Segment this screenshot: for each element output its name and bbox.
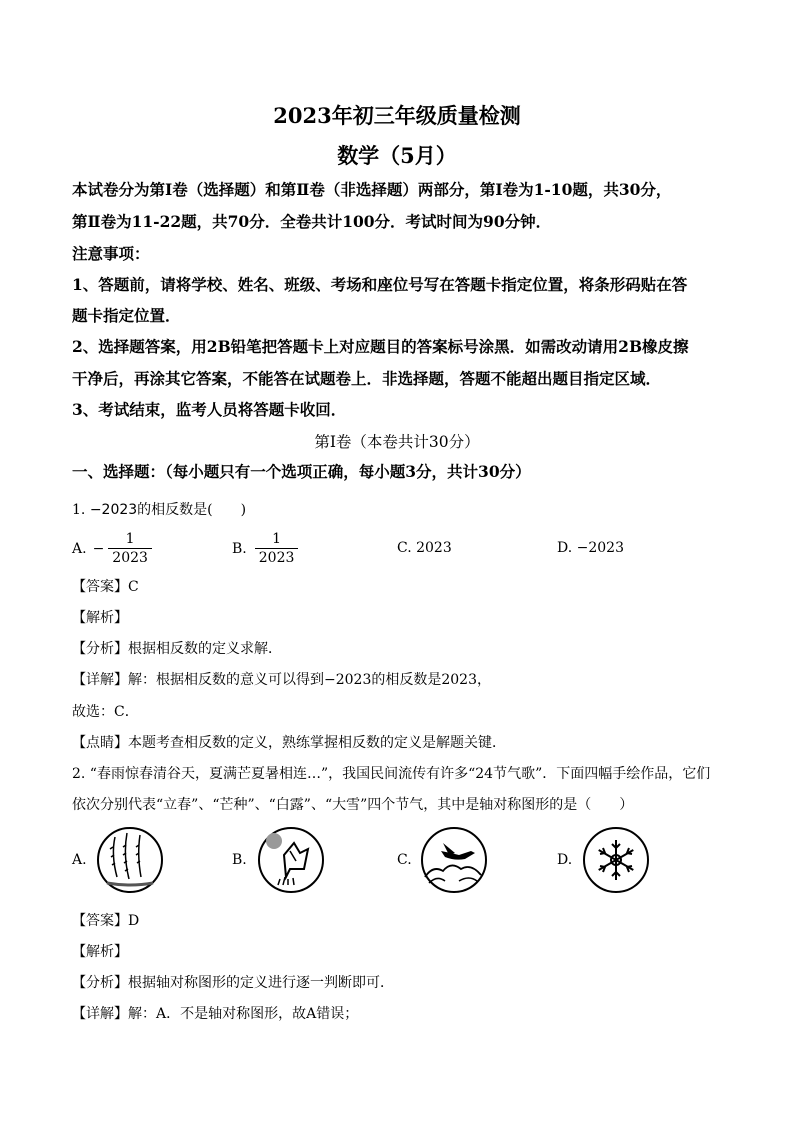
q2-answer-value: D bbox=[128, 913, 140, 929]
q2-stem-line-1: 2. “春雨惊春清谷天，夏满芒夏暑相连…”，我国民间流传有许多“24节气歌”．下面四幅手绘作品，它们 bbox=[72, 766, 711, 782]
page-subtitle: 数学（5月） bbox=[337, 143, 457, 168]
q1-option-b-label: B. bbox=[232, 540, 247, 557]
q1-option-b-numerator: 1 bbox=[272, 531, 282, 547]
q2-answer-tag: 【答案】 bbox=[72, 913, 128, 929]
q1-option-a-denominator: 2023 bbox=[108, 548, 152, 567]
q2-option-d-snowflake-image bbox=[581, 825, 651, 895]
q1-option-c: C. 2023 bbox=[397, 540, 452, 556]
q1-option-b bbox=[232, 530, 298, 567]
q1-answer bbox=[72, 576, 139, 598]
q1-stem-value: −2023 bbox=[89, 502, 138, 518]
q1-dianjing-text: 本题考查相反数的定义，熟练掌握相反数的定义是解题关键． bbox=[128, 735, 506, 751]
q2-option-b-label: B. bbox=[232, 852, 247, 868]
q1-analysis-tag: 【解析】 bbox=[72, 610, 128, 626]
notice-item-2b: 干净后，再涂其它答案，不能答在试题卷上．非选择题，答题不能超出题目指定区域． bbox=[72, 369, 662, 388]
section1-heading: 一、选择题：（每小题只有一个选项正确，每小题3分，共计30分） bbox=[72, 462, 531, 481]
q1-option-a bbox=[72, 530, 152, 567]
q1-stem bbox=[72, 499, 246, 521]
q2-option-a-willow-image bbox=[95, 825, 165, 895]
q1-answer-value: C bbox=[128, 579, 139, 595]
q1-fenxi-text: 根据相反数的定义求解． bbox=[128, 641, 282, 657]
q2-option-a-label: A. bbox=[72, 852, 87, 868]
part1-heading: 第Ⅰ卷（本卷共计30分） bbox=[314, 433, 480, 451]
q2-option-c-bird-image bbox=[419, 825, 489, 895]
q1-answer-tag: 【答案】 bbox=[72, 579, 128, 595]
page-title: 2023年初三年级质量检测 bbox=[273, 103, 521, 128]
q1-option-d: D. −2023 bbox=[557, 540, 624, 556]
q1-fenxi bbox=[72, 638, 282, 660]
q1-option-a-fraction bbox=[108, 530, 152, 567]
bird-icon bbox=[419, 825, 489, 895]
q2-fenxi-text: 根据轴对称图形的定义进行逐一判断即可． bbox=[128, 975, 394, 991]
q1-number: 1. bbox=[72, 502, 86, 518]
q2-fenxi bbox=[72, 972, 394, 994]
q1-option-a-label: A. bbox=[72, 540, 87, 557]
q1-option-a-numerator: 1 bbox=[125, 531, 135, 547]
grain-field-icon bbox=[256, 825, 326, 895]
notice-item-1a: 1、答题前，请将学校、姓名、班级、考场和座位号写在答题卡指定位置，将条形码贴在答 bbox=[72, 275, 688, 294]
q1-stem-text: 的相反数是( ) bbox=[137, 502, 247, 518]
q1-xiangjie-text: 解：根据相反数的意义可以得到−2023的相反数是2023， bbox=[128, 672, 491, 688]
q1-dianjing-tag: 【点睛】 bbox=[72, 735, 128, 751]
intro-line-2: 第Ⅱ卷为11-22题，共70分．全卷共计100分．考试时间为90分钟． bbox=[72, 212, 552, 231]
notice-heading: 注意事项： bbox=[72, 244, 150, 263]
q1-fenxi-tag: 【分析】 bbox=[72, 641, 128, 657]
q1-dianjing bbox=[72, 732, 506, 754]
q1-option-a-sign: − bbox=[92, 540, 105, 557]
q2-answer bbox=[72, 910, 139, 932]
intro-line-1: 本试卷分为第Ⅰ卷（选择题）和第Ⅱ卷（非选择题）两部分，第Ⅰ卷为1-10题，共30分， bbox=[72, 180, 672, 199]
q2-stem-line-2: 依次分别代表“立春”、“芒种”、“白露”、“大雪”四个节气，其中是轴对称图形的是（ ） bbox=[72, 797, 634, 813]
willow-icon bbox=[95, 825, 165, 895]
q2-option-b-grain-image bbox=[256, 825, 326, 895]
q2-xiangjie bbox=[72, 1003, 358, 1025]
q1-xiangjie bbox=[72, 669, 491, 691]
q2-option-d-label: D. bbox=[557, 852, 573, 868]
q1-option-b-denominator: 2023 bbox=[255, 548, 299, 567]
q1-option-b-fraction bbox=[255, 530, 299, 567]
q2-xiangjie-text: 解：A．不是轴对称图形，故A错误； bbox=[128, 1006, 359, 1022]
q1-guxuan: 故选：C． bbox=[72, 704, 139, 720]
q2-analysis-tag: 【解析】 bbox=[72, 944, 128, 960]
notice-item-1b: 题卡指定位置． bbox=[72, 306, 181, 325]
q1-xiangjie-tag: 【详解】 bbox=[72, 672, 128, 688]
notice-item-2a: 2、选择题答案，用2B铅笔把答题卡上对应题目的答案标号涂黑．如需改动请用2B橡皮擦 bbox=[72, 337, 689, 356]
q2-fenxi-tag: 【分析】 bbox=[72, 975, 128, 991]
q2-xiangjie-tag: 【详解】 bbox=[72, 1006, 128, 1022]
notice-item-3: 3、考试结束，监考人员将答题卡收回． bbox=[72, 400, 347, 419]
q2-option-c-label: C. bbox=[397, 852, 412, 868]
snowflake-icon bbox=[581, 825, 651, 895]
